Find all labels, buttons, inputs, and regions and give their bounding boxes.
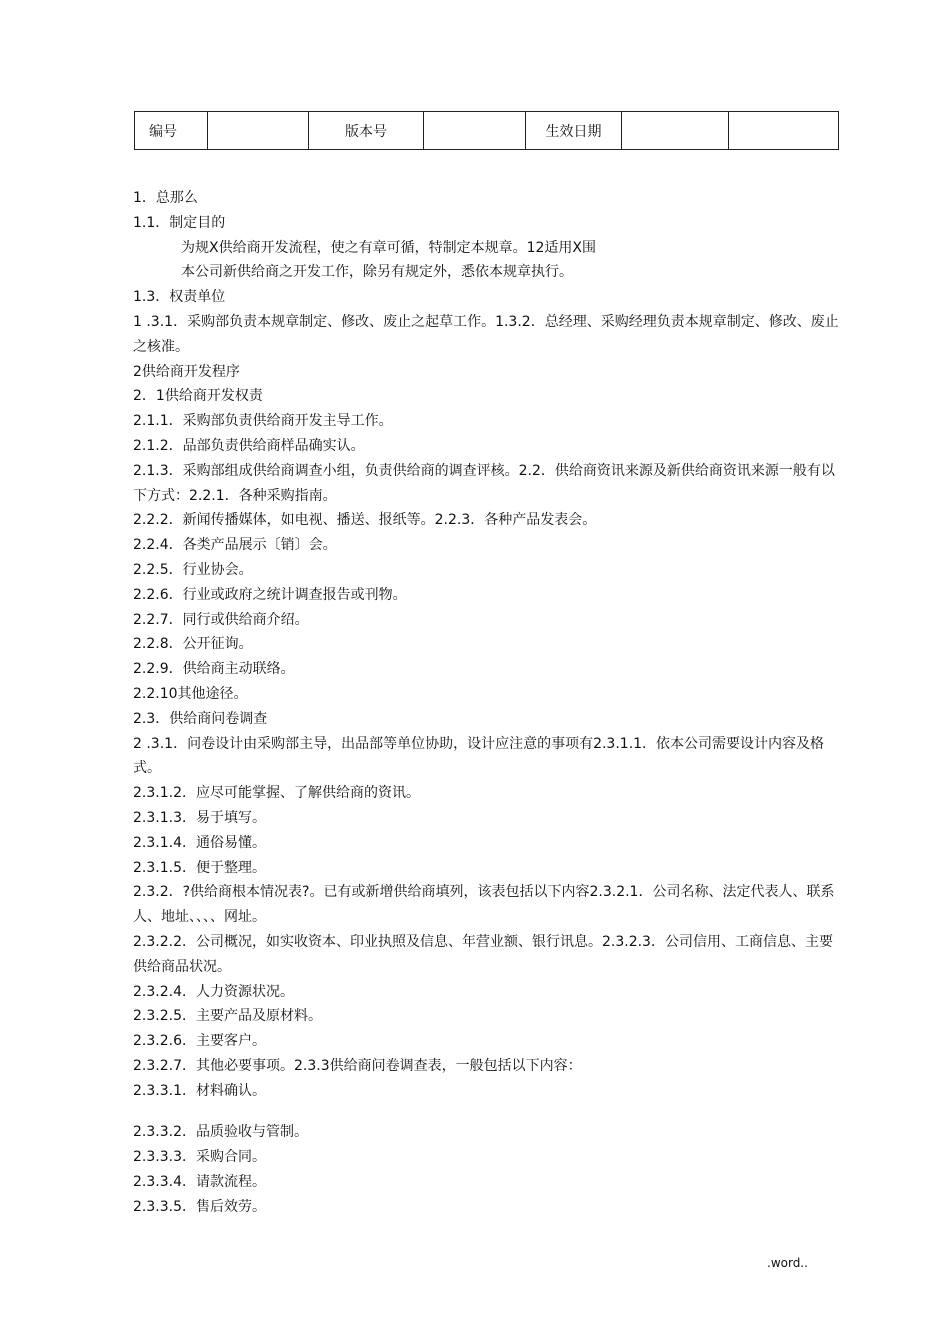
- list-item: 2.3.3.2．品质验收与管制。: [133, 1124, 308, 1141]
- list-item: 2.1.3．采购部组成供给商调查小组，负责供给商的调查评核。2.2．供给商资讯来源及新供给商资讯来源一般有以下方式：2.2.1．各种采购指南。: [133, 462, 835, 504]
- document-header-table: [134, 111, 839, 150]
- list-item: 2.2.2．新闻传播媒体，如电视、播送、报纸等。2.2.3．各种产品发表会。: [133, 512, 597, 529]
- version-label: 版本号: [309, 112, 424, 150]
- list-item: 2.1.2．品部负责供给商样品确实认。: [133, 437, 365, 454]
- list-item: 2.3.3.1．材料确认。: [133, 1082, 266, 1099]
- paragraph-gap: [133, 1103, 841, 1120]
- effective-date-label: 生效日期: [526, 112, 622, 150]
- list-item: 2.3.3.3．采购合同。: [133, 1149, 266, 1166]
- effective-date-value: [622, 112, 729, 150]
- heading-purpose: 1.1．制定目的: [133, 214, 226, 231]
- list-item: 2.2.9．供给商主动联络。: [133, 661, 295, 678]
- list-item: 2.1.1．采购部负责供给商开发主导工作。: [133, 413, 393, 430]
- list-item: 2.2.7．同行或供给商介绍。: [133, 611, 309, 628]
- list-item: 2.3.2.6．主要客户。: [133, 1033, 266, 1050]
- heading-responsibility: 1.3．权责单位: [133, 289, 226, 306]
- version-value: [424, 112, 526, 150]
- list-item: 2.3.3.5．售后效劳。: [133, 1198, 266, 1215]
- list-item: 2.2.4．各类产品展示〔销〕会。: [133, 537, 337, 554]
- number-value: [208, 112, 309, 150]
- heading-questionnaire: 2.3．供给商问卷调查: [133, 710, 268, 727]
- heading-general: 1．总那么: [133, 190, 198, 206]
- paragraph-responsibility: 1 .3.1．采购部负责本规章制定、修改、废止之起草工作。1.3.2．总经理、采购经理负责本规章制定、修改、废止之核准。: [133, 313, 839, 355]
- list-item: 2.3.1.5．便于整理。: [133, 859, 266, 876]
- list-item: 2.3.1.4．通俗易懂。: [133, 834, 266, 851]
- list-item: 2.2.6．行业或政府之统计调查报告或刊物。: [133, 586, 407, 603]
- extra-value: [729, 112, 839, 150]
- list-item: 2.3.1.3．易于填写。: [133, 809, 266, 826]
- list-item: 2.3.2.5．主要产品及原材料。: [133, 1008, 322, 1025]
- paragraph-scope: 本公司新供给商之开发工作，除另有规定外，悉依本规章执行。: [181, 264, 573, 281]
- list-item: 2 .3.1．问卷设计由采购部主导，出品部等单位协助，设计应注意的事项有2.3.1.1．依本公司需要设计内容及格式。: [133, 735, 825, 777]
- list-item: 2.2.10其他途径。: [133, 685, 248, 702]
- list-item: 2.3.2.7．其他必要事项。2.3.3供给商问卷调查表，一般包括以下内容：: [133, 1057, 582, 1074]
- list-item: 2.3.1.2．应尽可能掌握、了解供给商的资讯。: [133, 785, 420, 802]
- heading-development-authority: 2．1供给商开发权责: [133, 388, 263, 405]
- page-footer: .word..: [767, 1256, 808, 1270]
- document-body: [133, 186, 841, 1220]
- list-item: 2.3.2．?供给商根本情况表?。已有或新增供给商填列，该表包括以下内容2.3.2.1．公司名称、法定代表人、联系人、地址、、、、网址。: [133, 884, 835, 926]
- list-item: 2.3.2.2．公司概况，如实收资本、印业执照及信息、年营业额、银行讯息。2.3.2.3．公司信用、工商信息、主要供给商品状况。: [133, 933, 833, 975]
- number-label: 编号: [135, 112, 208, 150]
- header-row: [135, 112, 839, 150]
- list-item: 2.3.3.4．请款流程。: [133, 1174, 266, 1191]
- list-item: 2.2.8．公开征询。: [133, 636, 253, 653]
- heading-procedure: 2供给商开发程序: [133, 363, 240, 380]
- list-item: 2.3.2.4．人力资源状况。: [133, 983, 294, 1000]
- paragraph-purpose: 为规X供给商开发流程，使之有章可循，特制定本规章。12适用X围: [181, 239, 596, 256]
- list-item: 2.2.5．行业协会。: [133, 561, 253, 578]
